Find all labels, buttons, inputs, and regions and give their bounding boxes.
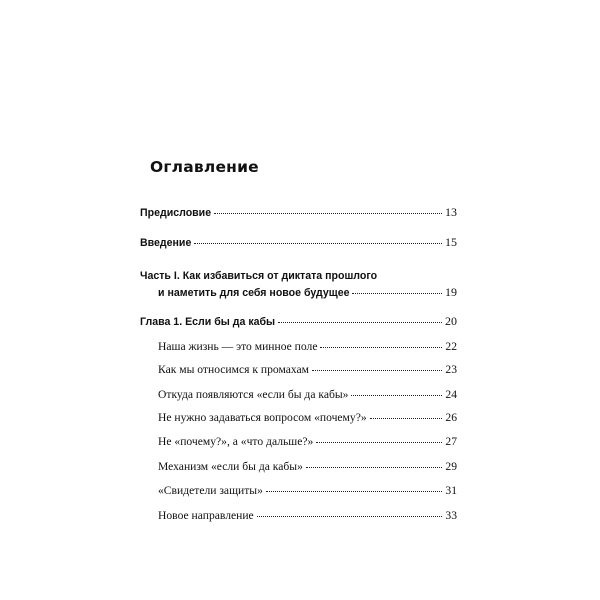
toc-entry-section [158,508,457,524]
toc-entry-introduction [140,234,457,251]
toc-entry-title: и наметить для себя новое будущее [158,287,350,299]
toc-entry-page: 24 [445,388,457,401]
toc-entry-title: Не нужно задаваться вопросом «почему?» [158,411,367,424]
dot-leader [214,213,442,214]
toc-entry-title: Механизм «если бы да кабы» [158,460,303,473]
toc-entry-section [158,434,457,450]
toc-entry-title: Предисловие [140,207,212,219]
toc-entry-title: «Свидетели защиты» [158,484,263,497]
dot-leader [352,293,442,294]
dot-leader [370,418,443,419]
toc-entry-section [158,483,457,499]
toc-entry-part-1-line1: Часть I. Как избавиться от диктата прошлого [140,270,378,282]
toc-entry-section [158,339,457,355]
dot-leader [278,322,442,323]
toc-entry-title: Не «почему?», а «что дальше?» [158,435,314,448]
toc-entry-page: 13 [445,205,457,219]
toc-entry-title: Как мы относимся к промахам [158,363,309,376]
toc-entry-page: 23 [445,363,457,376]
toc-entry-title: Наша жизнь — это минное поле [158,340,318,353]
toc-entry-page: 20 [445,314,457,328]
toc-heading: Оглавление [150,158,259,176]
toc-entry-page: 15 [445,235,457,249]
toc-entry-page: 22 [445,340,457,353]
toc-entry-section [158,362,457,378]
toc-entry-section [158,459,457,475]
toc-entry-preface [140,204,457,221]
toc-entry-page: 33 [445,509,457,522]
toc-entry-title: Откуда появляются «если бы да кабы» [158,388,349,401]
toc-entry-chapter-1 [140,313,457,330]
toc-entry-section [158,410,457,426]
toc-entry-section [158,387,457,403]
dot-leader [312,370,442,371]
toc-entry-page: 19 [445,285,457,299]
dot-leader [266,491,443,492]
toc-entry-page: 27 [445,435,457,448]
toc-entry-page: 26 [445,411,457,424]
dot-leader [351,395,442,396]
toc-entry-page: 31 [445,484,457,497]
dot-leader [320,347,442,348]
toc-entry-title: Введение [140,237,192,249]
toc-entry-title: Новое направление [158,509,254,522]
dot-leader [194,243,442,244]
dot-leader [306,467,443,468]
toc-entry-part-1 [158,284,457,301]
toc-entry-page: 29 [445,460,457,473]
dot-leader [257,516,443,517]
dot-leader [316,442,442,443]
toc-entry-title: Глава 1. Если бы да кабы [140,316,276,328]
